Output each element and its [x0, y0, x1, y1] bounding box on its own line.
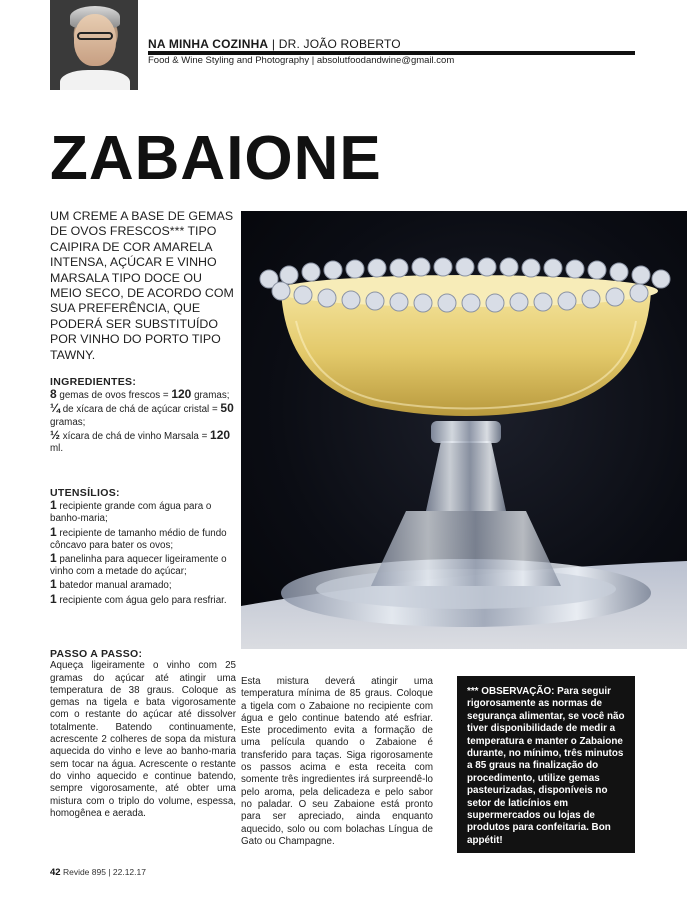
- author-photo: [50, 0, 138, 90]
- observation-label: *** OBSERVAÇÃO:: [467, 686, 555, 697]
- utensil-item: 1 recipiente de tamanho médio de fundo côncavo para bater os ovos;: [50, 524, 227, 551]
- utensil-item: 1 recipiente com água gelo para resfriar.: [50, 591, 227, 606]
- steps-text-part1: Aqueça ligeiramente o vinho com 25 gramas do açúcar até atingir uma temperatura de 38 graus. Coloque as gemas na tigela e bata vigorosamente com o restante do açúcar até dissolver totalmente. Batendo continuamente, acrescente 2 colheres de sopa da mistura aquecida do vinho e leve ao banho-maria sem tocar na água. Acrescente o restante do vinho aquecido e continue batendo, sempre vigorosamente, até obter uma mistura com o triplo do volume, espessa, homogênea e aerada.: [50, 660, 236, 819]
- observation-text: Para seguir rigorosamente as normas de segurança alimentar, se você não tiver disponibilidade de medir a temperatura e manter o Zabaione durante, no mínimo, três minutos a 85 graus na finalização do procedimento, utilize gemas pasteurizadas, disponíveis no setor de laticínios em supermercados ou lojas de produtos para confeitaria. Bon appétit!: [467, 686, 625, 846]
- author-credits: Food & Wine Styling and Photography | absolutfoodandwine@gmail.com: [148, 55, 455, 66]
- ingredients-section: [50, 376, 236, 455]
- steps-text-part2: Esta mistura deverá atingir uma temperatura mínima de 85 graus. Coloque a tigela com o Zabaione no recipiente com água e gelo continue batendo até esfriar. Este procedimento evita a formação de uma película quando o Zabaione é transferido para taças. Siga rigorosamente os passos acima e esta receita com somente três ingredientes irá surpreendê-lo pelo aroma, pela delicadeza e pelo sabor no paladar. O seu Zabaione está pronto para ser apreciado, ainda enquanto aquecido, solo ou com bolachas Língua de Gato ou Champagne.: [241, 676, 433, 847]
- section-name: NA MINHA COZINHA: [148, 37, 269, 51]
- glass-bowl-illustration: [241, 211, 687, 649]
- title-separator: |: [271, 37, 276, 51]
- ingredient-item: ½ xícara de chá de vinho Marsala = 120 ml.: [50, 427, 231, 455]
- utensils-section: [50, 487, 236, 607]
- page-footer: [50, 867, 146, 878]
- author-name: DR. JOÃO ROBERTO: [278, 37, 401, 51]
- ingredients-heading: INGREDIENTES:: [50, 376, 137, 388]
- zabaione-photo: [241, 211, 687, 649]
- steps-section: [50, 648, 236, 820]
- column-title: [148, 37, 401, 51]
- utensil-item: 1 recipiente grande com água para o banho-maria;: [50, 498, 212, 525]
- utensil-item: 1 panelinha para aquecer ligeiramente o vinho com a metade do açúcar;: [50, 551, 227, 578]
- issue-info: Revide 895 | 22.12.17: [62, 867, 146, 877]
- utensils-heading: UTENSÍLIOS:: [50, 487, 120, 499]
- ingredient-item: ¼ de xícara de chá de açúcar cristal = 50 gramas;: [50, 401, 234, 428]
- article-intro: UM CREME A BASE DE GEMAS DE OVOS FRESCOS*** TIPO CAIPIRA DE COR AMARELA INTENSA, AÇÚCAR E VINHO MARSALA TIPO DOCE OU MEIO SECO, DE ACORDO COM SUA PREFERÊNCIA, QUE PODERÁ SER SUBSTITUÍDO POR VINHO DO PORTO TIPO TAWNY.: [50, 209, 234, 362]
- page-number: 42: [50, 867, 61, 878]
- observation-box: [457, 676, 635, 853]
- ingredient-item: 8 gemas de ovos frescos = 120 gramas;: [50, 387, 230, 402]
- utensil-item: 1 batedor manual aramado;: [50, 577, 172, 592]
- article-title: ZABAIONE: [50, 124, 382, 193]
- steps-heading: PASSO A PASSO:: [50, 648, 143, 660]
